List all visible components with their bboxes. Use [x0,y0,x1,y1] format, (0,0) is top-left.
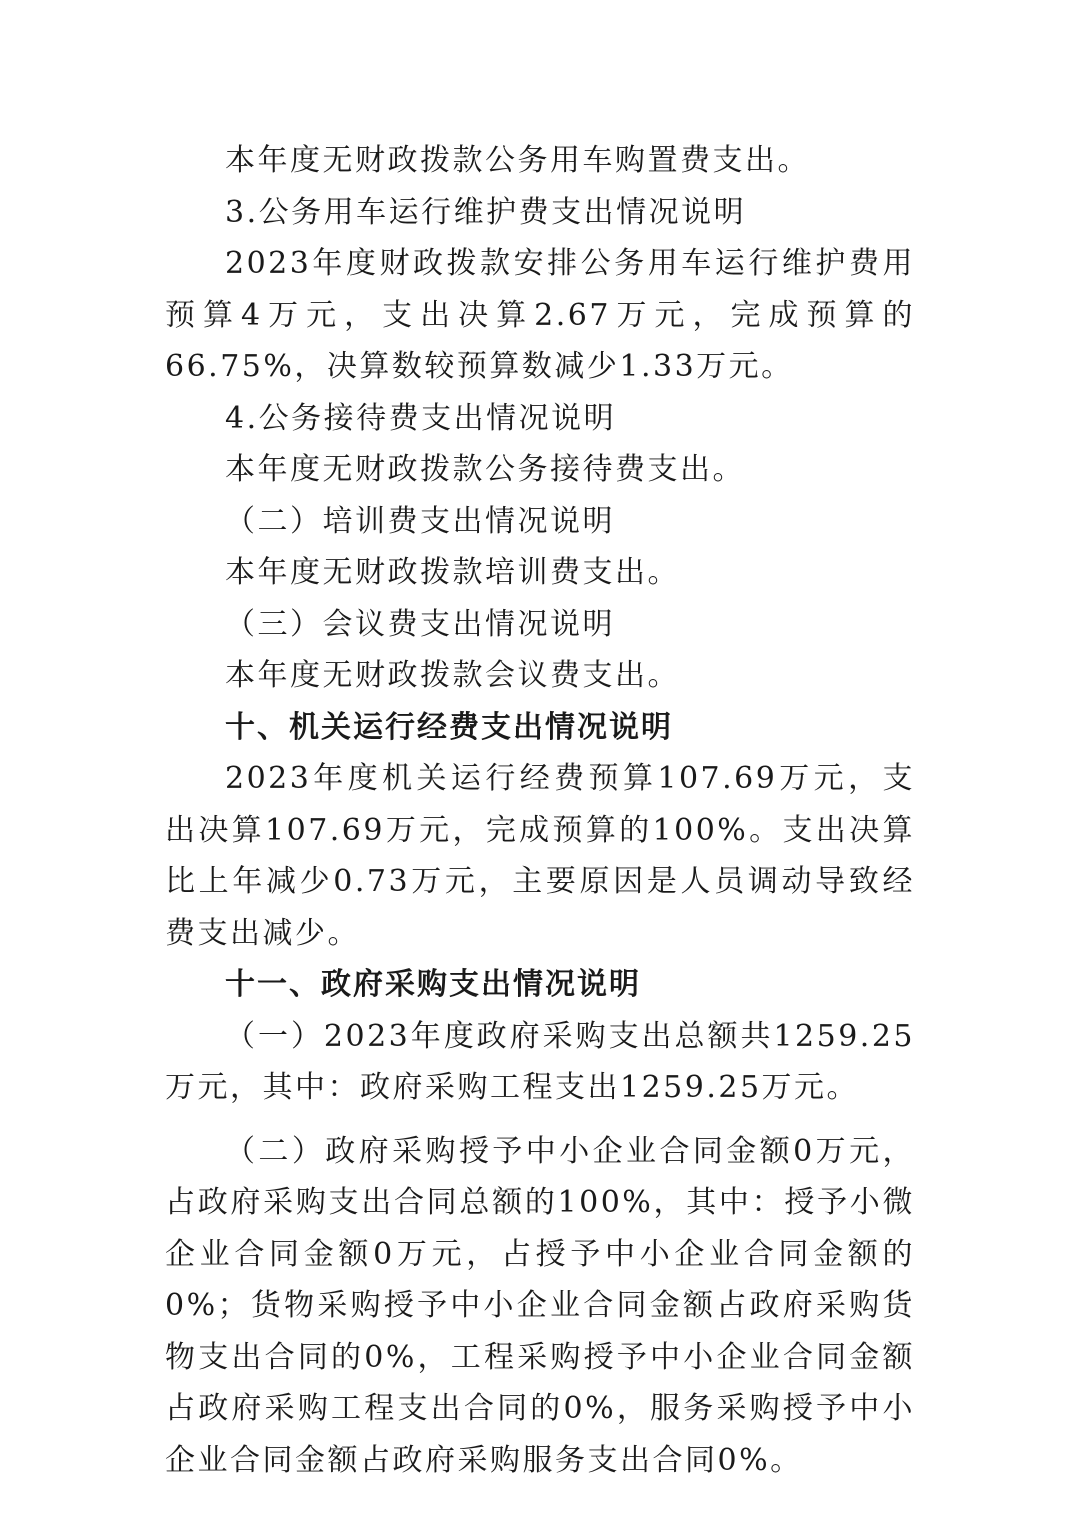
paragraph-procurement-total: （一）2023年度政府采购支出总额共1259.25万元，其中：政府采购工程支出1259.25万元。 [165,1018,915,1105]
paragraph-training: 本年度无财政拨款培训费支出。 [225,555,680,590]
subheading-vehicle-maintenance: 3.公务用车运行维护费支出情况说明 [225,194,747,230]
subheading-training: （二）培训费支出情况说明 [225,503,615,539]
paragraph-reception: 本年度无财政拨款公务接待费支出。 [225,452,745,487]
paragraph-vehicle-maintenance: 2023年度财政拨款安排公务用车运行维护费用预算4万元，支出决算2.67万元，完成预算的66.75%，决算数较预算数减少1.33万元。 [165,246,915,384]
document-page [165,135,915,1486]
paragraph-vehicle-purchase: 本年度无财政拨款公务用车购置费支出。 [225,143,810,178]
subheading-reception: 4.公务接待费支出情况说明 [225,400,617,436]
section-heading-operating-expenses: 十、机关运行经费支出情况说明 [225,709,673,745]
paragraph-operating-expenses: 2023年度机关运行经费预算107.69万元，支出决算107.69万元，完成预算的100%。支出决算比上年减少0.73万元，主要原因是人员调动导致经费支出减少。 [165,761,915,951]
paragraph-procurement-sme: （二）政府采购授予中小企业合同金额0万元，占政府采购支出合同总额的100%，其中：授予小微企业合同金额0万元，占授予中小企业合同金额的0%；货物采购授予中小企业合同金额占政府采购货物支出合同的0%，工程采购授予中小企业合同金额占政府采购工程支出合同的0%，服务采购授予中小企业合同金额占政府采购服务支出合同0%。 [165,1133,915,1478]
subheading-meeting: （三）会议费支出情况说明 [225,606,615,642]
paragraph-meeting: 本年度无财政拨款会议费支出。 [225,658,680,693]
section-heading-procurement: 十一、政府采购支出情况说明 [225,967,641,1002]
